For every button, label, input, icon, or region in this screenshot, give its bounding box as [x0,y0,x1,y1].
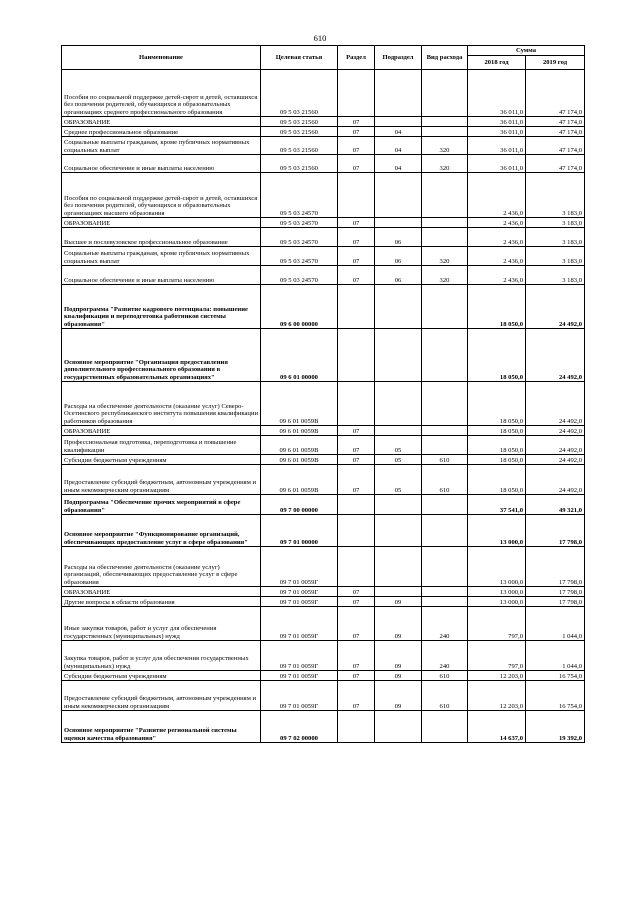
cell-sub: 09 [375,607,422,641]
cell-v2018: 797,0 [468,607,526,641]
cell-v2018: 18 050,0 [468,382,526,426]
cell-v2018: 18 050,0 [468,436,526,455]
table-header [62,46,585,70]
cell-vid [422,127,468,137]
cell-name: ОБРАЗОВАНИЕ [62,117,261,127]
cell-vid [422,117,468,127]
cell-vid [422,218,468,228]
table-row [62,266,585,285]
table-row [62,228,585,247]
cell-v2018: 18 050,0 [468,455,526,465]
table-row [62,426,585,436]
cell-code: 09 5 03 21560 [261,117,338,127]
cell-sec: 07 [338,681,375,711]
cell-sub: 04 [375,127,422,137]
cell-sub [375,515,422,547]
cell-name: Предоставление субсидий бюджетным, автономным учреждениям и иным некоммерческим организациям [62,465,261,495]
cell-name: Подпрограмма "Развитие кадрового потенциала: повышение квалификации и переподготовка работников системы образования" [62,285,261,329]
cell-name: Субсидии бюджетным учреждениям [62,455,261,465]
cell-v2019: 24 492,0 [526,436,585,455]
cell-vid [422,426,468,436]
cell-v2019: 47 174,0 [526,127,585,137]
table-row [62,137,585,155]
header-sum: Сумма [468,46,585,56]
cell-sub [375,711,422,743]
cell-name: Предоставление субсидий бюджетным, автономным учреждениям и иным некоммерческим организациям [62,681,261,711]
cell-v2019: 47 174,0 [526,70,585,117]
cell-code: 09 7 01 0059Г [261,671,338,681]
cell-sub [375,329,422,382]
table-row [62,607,585,641]
cell-sub [375,285,422,329]
table-row [62,495,585,515]
cell-vid [422,70,468,117]
cell-sec: 07 [338,155,375,173]
cell-v2019: 24 492,0 [526,382,585,426]
cell-code: 09 6 01 0059В [261,426,338,436]
table-row [62,515,585,547]
table-row [62,465,585,495]
cell-sec [338,173,375,218]
cell-code: 09 7 01 0059Г [261,587,338,597]
cell-name: Среднее профессиональное образование [62,127,261,137]
cell-v2019: 24 492,0 [526,455,585,465]
table-row [62,455,585,465]
cell-v2018: 36 011,0 [468,155,526,173]
cell-v2018: 2 436,0 [468,218,526,228]
cell-code: 09 6 01 0059В [261,465,338,495]
cell-v2019: 1 044,0 [526,607,585,641]
cell-v2019: 19 392,0 [526,711,585,743]
cell-name: Социальное обеспечение и иные выплаты населению [62,155,261,173]
cell-sub: 04 [375,155,422,173]
cell-v2018: 18 050,0 [468,426,526,436]
page-number: 610 [313,33,327,43]
cell-name: Социальные выплаты гражданам, кроме публичных нормативных социальных выплат [62,247,261,266]
cell-v2019: 3 183,0 [526,266,585,285]
cell-v2019: 47 174,0 [526,137,585,155]
table-row [62,382,585,426]
budget-table [61,45,585,743]
header-kind: Вид расхода [422,46,468,70]
cell-code: 09 6 01 0059В [261,436,338,455]
cell-sub: 06 [375,266,422,285]
cell-name: Другие вопросы в области образования [62,597,261,607]
cell-sub: 09 [375,671,422,681]
cell-sub: 04 [375,137,422,155]
table-row [62,587,585,597]
cell-sub [375,587,422,597]
cell-code: 09 7 02 00000 [261,711,338,743]
cell-name: Закупка товаров, работ и услуг для обеспечения государственных (муниципальных) нужд [62,641,261,671]
cell-code: 09 6 01 0059В [261,455,338,465]
cell-name: Профессиональная подготовка, переподготовка и повышение квалификации [62,436,261,455]
cell-sub [375,218,422,228]
cell-v2019: 1 044,0 [526,641,585,671]
cell-code: 09 6 00 00000 [261,285,338,329]
table-row [62,681,585,711]
cell-name: Основное мероприятие "Функционирование организаций, обеспечивающих предоставление услуг в сфере образования" [62,515,261,547]
cell-vid [422,173,468,218]
cell-code: 09 5 03 21560 [261,127,338,137]
cell-name: Иные закупки товаров, работ и услуг для обеспечения государственных (муниципальных) нужд [62,607,261,641]
cell-sub [375,547,422,587]
cell-sec: 07 [338,137,375,155]
cell-v2019: 47 174,0 [526,155,585,173]
cell-v2019: 24 492,0 [526,285,585,329]
cell-v2018: 2 436,0 [468,266,526,285]
table-row [62,597,585,607]
cell-vid: 320 [422,155,468,173]
cell-vid: 610 [422,455,468,465]
cell-v2018: 18 050,0 [468,329,526,382]
cell-sec: 07 [338,228,375,247]
cell-sub [375,382,422,426]
header-section: Раздел [338,46,375,70]
cell-vid [422,597,468,607]
cell-sub: 06 [375,228,422,247]
cell-sub [375,117,422,127]
cell-v2019: 17 798,0 [526,515,585,547]
table-row [62,117,585,127]
cell-sub: 09 [375,641,422,671]
cell-vid [422,711,468,743]
cell-sec: 07 [338,266,375,285]
cell-v2019: 3 183,0 [526,173,585,218]
cell-sub [375,173,422,218]
cell-name: Расходы на обеспечение деятельности (оказание услуг) Северо-Осетинского республиканского института повышения квалификации работников образования [62,382,261,426]
cell-code: 09 7 01 0059Г [261,681,338,711]
cell-name: ОБРАЗОВАНИЕ [62,587,261,597]
cell-vid [422,436,468,455]
cell-code: 09 5 03 24570 [261,173,338,218]
cell-sub: 09 [375,681,422,711]
cell-vid: 240 [422,641,468,671]
cell-sec: 07 [338,587,375,597]
cell-v2019: 47 174,0 [526,117,585,127]
cell-vid [422,228,468,247]
cell-code: 09 6 01 0059В [261,382,338,426]
cell-code: 09 5 03 24570 [261,228,338,247]
cell-vid [422,285,468,329]
cell-v2019: 17 798,0 [526,547,585,587]
table-row [62,173,585,218]
cell-sub [375,426,422,436]
cell-code: 09 7 01 0059Г [261,607,338,641]
cell-v2019: 17 798,0 [526,587,585,597]
cell-v2018: 797,0 [468,641,526,671]
cell-vid [422,515,468,547]
cell-v2018: 13 000,0 [468,597,526,607]
cell-name: Социальные выплаты гражданам, кроме публичных нормативных социальных выплат [62,137,261,155]
cell-v2018: 18 050,0 [468,285,526,329]
cell-v2018: 14 637,0 [468,711,526,743]
cell-v2019: 16 754,0 [526,681,585,711]
cell-name: Пособия по социальной поддержке детей-сирот и детей, оставшихся без попечения родителей, обучающихся в образовательных организациях среднего профессионального образования [62,70,261,117]
cell-name: Субсидии бюджетным учреждениям [62,671,261,681]
cell-sec [338,70,375,117]
cell-vid: 320 [422,137,468,155]
cell-name: ОБРАЗОВАНИЕ [62,426,261,436]
cell-v2018: 13 000,0 [468,587,526,597]
cell-sub: 05 [375,465,422,495]
cell-code: 09 5 03 21560 [261,70,338,117]
cell-v2018: 36 011,0 [468,127,526,137]
cell-v2018: 12 203,0 [468,681,526,711]
cell-code: 09 6 01 00000 [261,329,338,382]
cell-sec: 07 [338,127,375,137]
cell-sub: 05 [375,455,422,465]
header-subsection: Подраздел [375,46,422,70]
cell-sec: 07 [338,436,375,455]
table-row [62,641,585,671]
table-row [62,329,585,382]
cell-vid [422,329,468,382]
cell-name: Пособия по социальной поддержке детей-сирот и детей, оставшихся без попечения родителей, обучающихся в образовательных организациях высшего образования [62,173,261,218]
table-row [62,70,585,117]
cell-sub: 06 [375,247,422,266]
table-row [62,247,585,266]
cell-name: Основное мероприятие "Развитие региональной системы оценки качества образования" [62,711,261,743]
cell-code: 09 5 03 24570 [261,266,338,285]
cell-sec: 07 [338,671,375,681]
cell-v2019: 3 183,0 [526,218,585,228]
cell-v2019: 24 492,0 [526,329,585,382]
cell-sub: 09 [375,597,422,607]
cell-v2018: 13 000,0 [468,547,526,587]
cell-vid: 320 [422,247,468,266]
cell-sub: 05 [375,436,422,455]
cell-v2018: 2 436,0 [468,173,526,218]
cell-vid: 320 [422,266,468,285]
table-row [62,127,585,137]
cell-sec: 07 [338,465,375,495]
cell-sub [375,495,422,515]
cell-sec [338,711,375,743]
cell-sub [375,70,422,117]
cell-code: 09 7 01 00000 [261,515,338,547]
cell-sec: 07 [338,607,375,641]
cell-vid: 610 [422,465,468,495]
cell-sec: 07 [338,597,375,607]
table-row [62,547,585,587]
cell-v2018: 2 436,0 [468,247,526,266]
cell-sec [338,285,375,329]
cell-v2019: 3 183,0 [526,247,585,266]
table-row [62,155,585,173]
cell-code: 09 5 03 24570 [261,247,338,266]
cell-v2018: 36 011,0 [468,117,526,127]
cell-name: Расходы на обеспечение деятельности (оказание услуг) организаций, обеспечивающих предоставление услуг в сфере образования [62,547,261,587]
cell-code: 09 5 03 24570 [261,218,338,228]
cell-sec [338,495,375,515]
cell-sec [338,515,375,547]
header-code: Целевая статья [261,46,338,70]
cell-name: Социальное обеспечение и иные выплаты населению [62,266,261,285]
cell-name: ОБРАЗОВАНИЕ [62,218,261,228]
cell-v2019: 17 798,0 [526,597,585,607]
cell-v2018: 2 436,0 [468,228,526,247]
cell-v2019: 3 183,0 [526,228,585,247]
cell-sec: 07 [338,455,375,465]
table-row [62,218,585,228]
cell-v2019: 24 492,0 [526,426,585,436]
cell-sec: 07 [338,426,375,436]
cell-v2018: 18 050,0 [468,465,526,495]
cell-sec: 07 [338,641,375,671]
cell-code: 09 7 01 0059Г [261,641,338,671]
cell-code: 09 5 03 21560 [261,155,338,173]
cell-vid: 240 [422,607,468,641]
cell-vid [422,382,468,426]
header-name: Наименование [62,46,261,70]
cell-code: 09 7 00 00000 [261,495,338,515]
cell-vid: 610 [422,681,468,711]
cell-v2019: 16 754,0 [526,671,585,681]
cell-v2018: 12 203,0 [468,671,526,681]
table-row [62,711,585,743]
cell-sec: 07 [338,247,375,266]
cell-code: 09 7 01 0059Г [261,597,338,607]
cell-code: 09 5 03 21560 [261,137,338,155]
cell-v2018: 13 000,0 [468,515,526,547]
cell-vid [422,495,468,515]
table-row [62,285,585,329]
cell-v2019: 24 492,0 [526,465,585,495]
cell-vid: 610 [422,671,468,681]
cell-sec: 07 [338,218,375,228]
cell-vid [422,587,468,597]
cell-code: 09 7 01 0059Г [261,547,338,587]
cell-v2018: 37 541,0 [468,495,526,515]
cell-v2018: 36 011,0 [468,70,526,117]
header-2018: 2018 год [468,56,526,70]
table-row [62,436,585,455]
cell-v2019: 49 321,0 [526,495,585,515]
header-2019: 2019 год [526,56,585,70]
cell-sec: 07 [338,117,375,127]
cell-name: Подпрограмма "Обеспечение прочих мероприятий в сфере образования" [62,495,261,515]
cell-sec [338,382,375,426]
table-row [62,671,585,681]
cell-sec [338,329,375,382]
cell-v2018: 36 011,0 [468,137,526,155]
cell-name: Высшее и послевузовское профессиональное образование [62,228,261,247]
table-body [62,70,585,743]
cell-sec [338,547,375,587]
cell-vid [422,547,468,587]
cell-name: Основное мероприятие "Организация предоставления дополнительного профессионального образования в государственных образовательных организациях" [62,329,261,382]
